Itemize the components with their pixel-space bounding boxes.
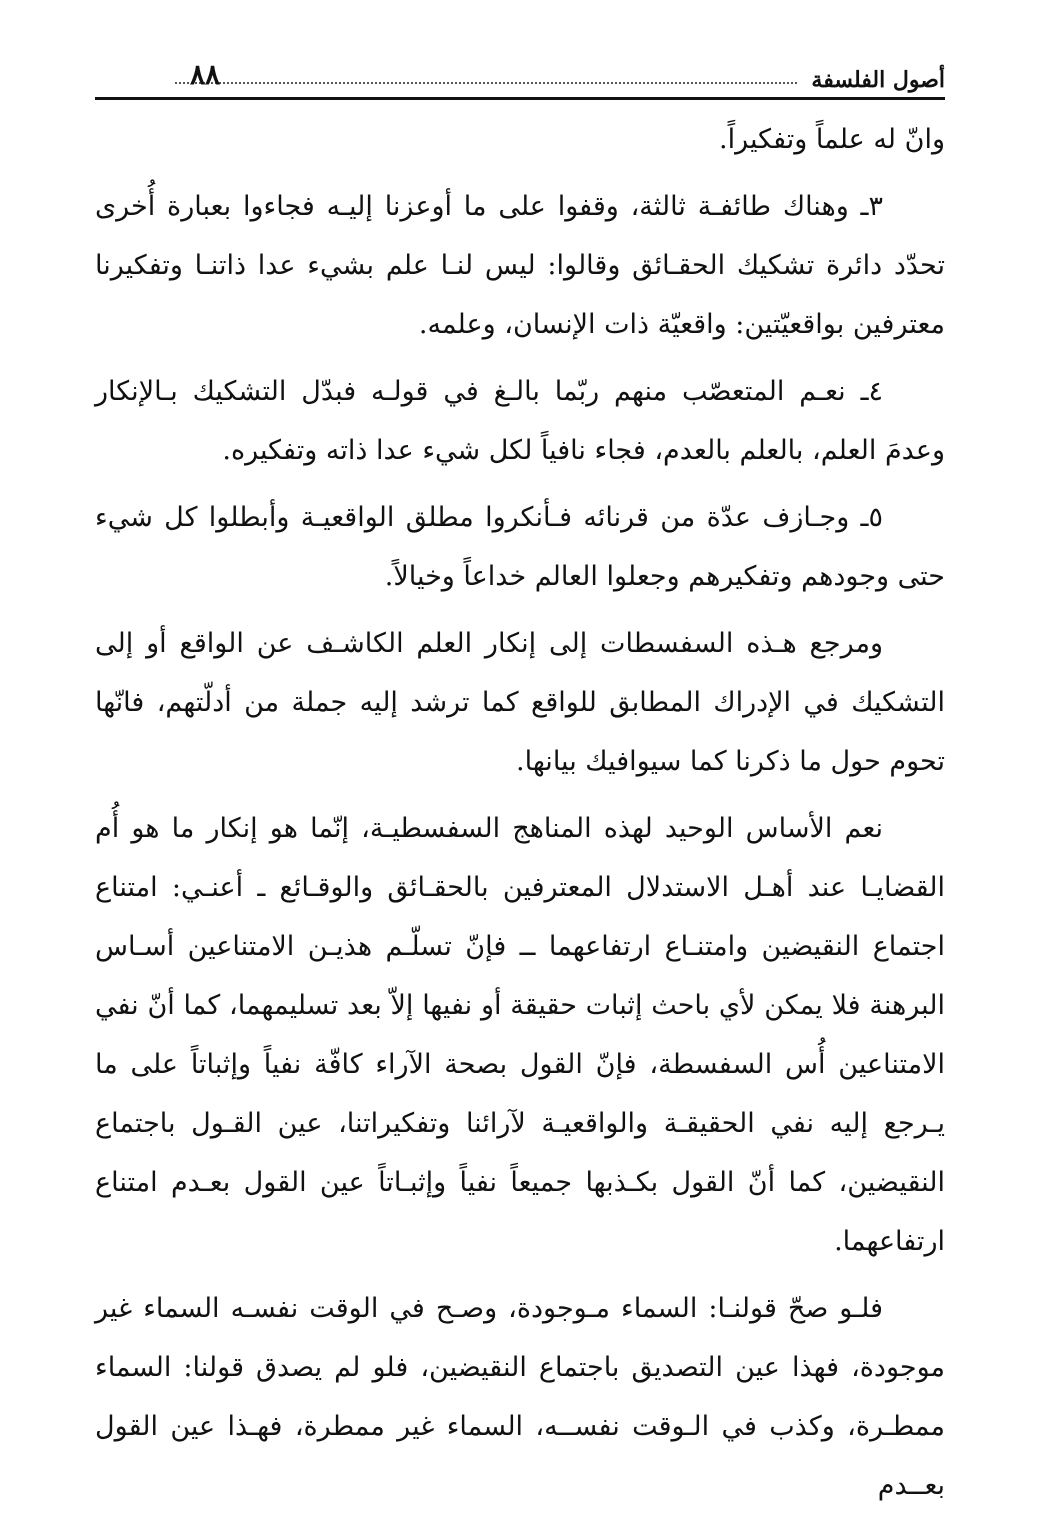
paragraph-item-5: ٥ـ وجـازف عدّة من قرنائه فـأنكروا مطلق الواقعيـة وأبطلوا كل شيء حتى وجودهم وتفكيرهم وجعلوا العالم خداعاً وخيالاً. — [95, 502, 945, 592]
paragraph-continuation: وانّ له علماً وتفكيراً. — [719, 124, 945, 155]
paragraph-item-4: ٤ـ نعـم المتعصّب منهم ربّما بالـغ في قولـه فبدّل التشكيك بـالإنكار وعدمَ العلم، بالعلم بالعدم، فجاء نافياً لكل شيء عدا ذاته وتفكيره. — [95, 376, 945, 466]
paragraph-sophistry-origin: ومرجع هـذه السفسطات إلى إنكار العلم الكاشـف عن الواقع أو إلى التشكيك في الإدراك المطابق للواقع كما ترشد إليه جملة من أدلّتهم، فانّها تحوم حول ما ذكرنا كما سيوافيك بيانها. — [95, 628, 945, 777]
book-page — [95, 38, 945, 1501]
paragraph-example: فلـو صحّ قولنـا: السماء مـوجودة، وصـح في الوقت نفسـه السماء غير موجودة، فهذا عين التصديق باجتماع النقيضين، فلو لم يصدق قولنا: السماء ممطـرة، وكذب في الـوقت نفســه، السماء غير ممطرة، فهـذا عين القول بعــدم — [95, 1293, 945, 1501]
paragraph-item-3: ٣ـ وهناك طائفـة ثالثة، وقفوا على ما أوعزنا إليـه فجاءوا بعبارة أُخرى تحدّد دائرة تشكيك الحقـائق وقالوا: ليس لنـا علم بشيء عدا ذاتنـا وتفكيرنا معترفين بواقعيّتين: واقعيّة ذات الإنسان، وعلمه. — [95, 191, 945, 340]
page-number: ٨٨ — [190, 58, 221, 91]
page-header — [95, 38, 945, 100]
header-dot-leader — [175, 81, 797, 84]
running-title: أصول الفلسفة — [811, 67, 945, 93]
paragraph-basis: نعم الأساس الوحيد لهذه المناهج السفسطيـة، إنّما هو إنكار ما هو أُم القضايـا عند أهـل الاستدلال المعترفين بالحقـائق والوقـائع ـ أعنـي: امتناع اجتماع النقيضين وامتنـاع ارتفاعهما ــ فإنّ تسلّـم هذيـن الامتناعين أسـاس البرهنة فلا يمكن لأي باحث إثبات حقيقة أو نفيها إلاّ بعد تسليمهما، كما أنّ نفي الامتناعين أُس السفسطة، فإنّ القول بصحة الآراء كافّة نفياً وإثباتاً على ما يـرجع إليه نفي الحقيقـة والواقعيـة لآرائنا وتفكيراتنا، عين القـول باجتماع النقيضين، كما أنّ القول بكـذبها جميعاً نفياً وإثبـاتاً عين القول بعـدم امتناع ارتفاعهما. — [95, 813, 945, 1257]
page-body — [95, 110, 945, 1515]
